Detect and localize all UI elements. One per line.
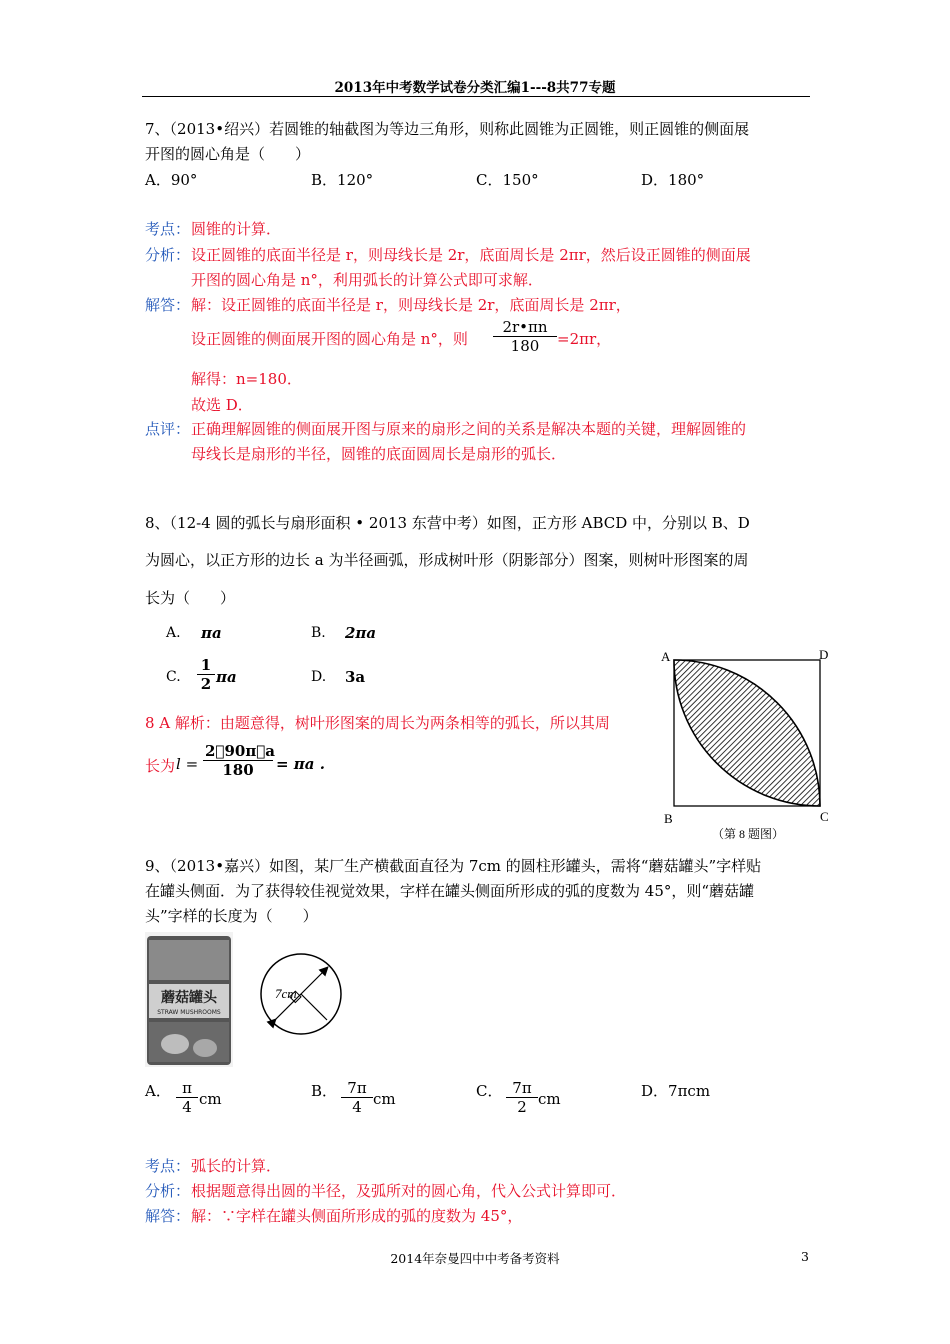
q7-line2: 开图的圆心角是（ ）: [145, 145, 311, 163]
q8-formula-fraction: [203, 742, 276, 779]
q8-line1: 8、（12-4 圆的弧长与扇形面积 • 2013 东营中考）如图，正方形 ABCD 中，分别以 B、D: [145, 514, 750, 532]
q8-option-a: πa: [201, 624, 222, 642]
q9-option-c-fraction: [506, 1079, 538, 1116]
q9-jieda-label: 解答：: [145, 1207, 191, 1225]
q8-option-b: 2πa: [345, 624, 377, 642]
q7-option-c: C．150°: [476, 171, 539, 189]
q8-option-a-label: A.: [166, 625, 181, 641]
q8-option-d-label: D.: [311, 669, 327, 685]
q8-formula-den: 180: [222, 761, 254, 779]
q9-option-a-unit: cm: [199, 1090, 222, 1108]
q9-option-b-den: 4: [352, 1098, 362, 1116]
q8-option-c-den: 2: [200, 675, 212, 693]
q9-circle-diagram: [255, 948, 347, 1040]
vertex-d-label: D: [819, 647, 829, 662]
q7-fenxi-1: 设正圆锥的底面半径是 r，则母线长是 2r，底面周长是 2πr，然后设正圆锥的侧面展: [191, 246, 751, 264]
page-number: 3: [801, 1249, 809, 1264]
q7-dianping-label: 点评：: [145, 420, 191, 438]
q7-jieda-3: 解得：n=180．: [191, 370, 302, 388]
q8-option-c-fraction: [197, 656, 215, 693]
q9-line1: 9、（2013•嘉兴）如图，某厂生产横截面直径为 7cm 的圆柱形罐头，需将“蘑菇罐头”字样贴: [145, 857, 762, 875]
q7-jieda-4: 故选 D．: [191, 396, 253, 414]
q9-fenxi: 根据题意得出圆的半径，及弧所对的圆心角，代入公式计算即可．: [191, 1182, 627, 1200]
q7-fraction-den: 180: [510, 337, 540, 355]
q7-kaodian: 圆锥的计算．: [191, 220, 282, 238]
q8-analysis-1: 8 A 解析：由题意得，树叶形图案的周长为两条相等的弧长，所以其周: [145, 714, 610, 732]
q7-jieda-label: 解答：: [145, 296, 191, 314]
q9-line2: 在罐头侧面．为了获得较佳视觉效果，字样在罐头侧面所形成的弧的度数为 45°，则“蘑菇罐: [145, 882, 755, 900]
q9-option-b-num: 7π: [341, 1079, 373, 1098]
q8-formula-lhs: l =: [176, 755, 199, 773]
q7-option-a: A．90°: [145, 171, 198, 189]
q7-option-b: B．120°: [311, 171, 374, 189]
q9-jieda: 解：∵字样在罐头侧面所形成的弧的度数为 45°，: [191, 1207, 523, 1225]
q7-jieda-2: 设正圆锥的侧面展开图的圆心角是 n°，则: [191, 330, 468, 348]
q9-option-c-den: 2: [517, 1098, 527, 1116]
page-footer: 2014年奈曼四中中考备考资料: [390, 1251, 560, 1266]
circle-diameter-label: 7cm: [275, 986, 297, 1001]
can-photo: [145, 932, 233, 1067]
q9-fenxi-label: 分析：: [145, 1182, 191, 1200]
q9-kaodian: 弧长的计算．: [191, 1157, 282, 1175]
q9-option-b-unit: cm: [373, 1090, 396, 1108]
vertex-a-label: A: [661, 649, 671, 664]
q9-option-a-den: 4: [182, 1098, 192, 1116]
q9-option-a-num: π: [176, 1079, 198, 1098]
q8-option-b-label: B.: [311, 625, 326, 641]
q8-figure: [655, 645, 840, 845]
q7-fraction: [493, 318, 557, 355]
leaf-shape: [674, 660, 820, 806]
q7-fenxi-label: 分析：: [145, 246, 191, 264]
q9-option-d: D．7πcm: [641, 1082, 711, 1100]
q7-dianping-1: 正确理解圆锥的侧面展开图与原来的扇形之间的关系是解决本题的关键，理解圆锥的: [191, 420, 747, 438]
q7-fraction-num: 2r•πn: [493, 318, 557, 337]
q9-option-a-fraction: [176, 1079, 198, 1116]
can-label: 蘑菇罐头: [161, 990, 217, 1006]
q9-option-b-label: B．: [311, 1082, 338, 1100]
q8-option-c-tail: πa: [216, 668, 237, 686]
q7-fenxi-2: 开图的圆心角是 n°，利用弧长的计算公式即可求解．: [191, 271, 543, 289]
q7-kaodian-label: 考点：: [145, 220, 191, 238]
vertex-b-label: B: [664, 811, 673, 826]
q8-line3: 长为（ ）: [145, 589, 236, 607]
figure-caption: （第 8 题图）: [712, 827, 785, 841]
q9-option-c-label: C．: [476, 1082, 503, 1100]
can-sublabel: STRAW MUSHROOMS: [157, 1009, 221, 1016]
q8-option-c-label: C.: [166, 669, 181, 685]
q8-formula-num: 2⃞90π⃞a: [205, 742, 276, 760]
q7-jieda-1: 解：设正圆锥的底面半径是 r，则母线长是 2r，底面周长是 2πr，: [191, 296, 631, 314]
q7-fraction-tail: =2πr，: [557, 330, 612, 348]
q9-option-a-label: A．: [145, 1082, 171, 1100]
q9-option-c-unit: cm: [538, 1090, 561, 1108]
q7-option-d: D．180°: [641, 171, 705, 189]
vertex-c-label: C: [820, 809, 829, 824]
q8-line2: 为圆心，以正方形的边长 a 为半径画弧，形成树叶形（阴影部分）图案，则树叶形图案的周: [145, 551, 749, 569]
q7-dianping-2: 母线长是扇形的半径，圆锥的底面圆周长是扇形的弧长．: [191, 445, 567, 463]
q8-option-c-num: 1: [197, 656, 215, 675]
q9-kaodian-label: 考点：: [145, 1157, 191, 1175]
q9-option-b-fraction: [341, 1079, 373, 1116]
q9-option-c-num: 7π: [506, 1079, 538, 1098]
q8-analysis-2-prefix: 长为: [145, 757, 176, 775]
header-rule: [142, 96, 810, 97]
q7-line1: 7、（2013•绍兴）若圆锥的轴截图为等边三角形，则称此圆锥为正圆锥，则正圆锥的侧面展: [145, 120, 750, 138]
q9-line3: 头”字样的长度为（ ）: [145, 907, 318, 925]
page-header: 2013年中考数学试卷分类汇编1---8共77专题: [334, 80, 616, 96]
q8-option-d: 3a: [345, 668, 366, 686]
q8-formula-rhs: = πa .: [276, 755, 325, 773]
